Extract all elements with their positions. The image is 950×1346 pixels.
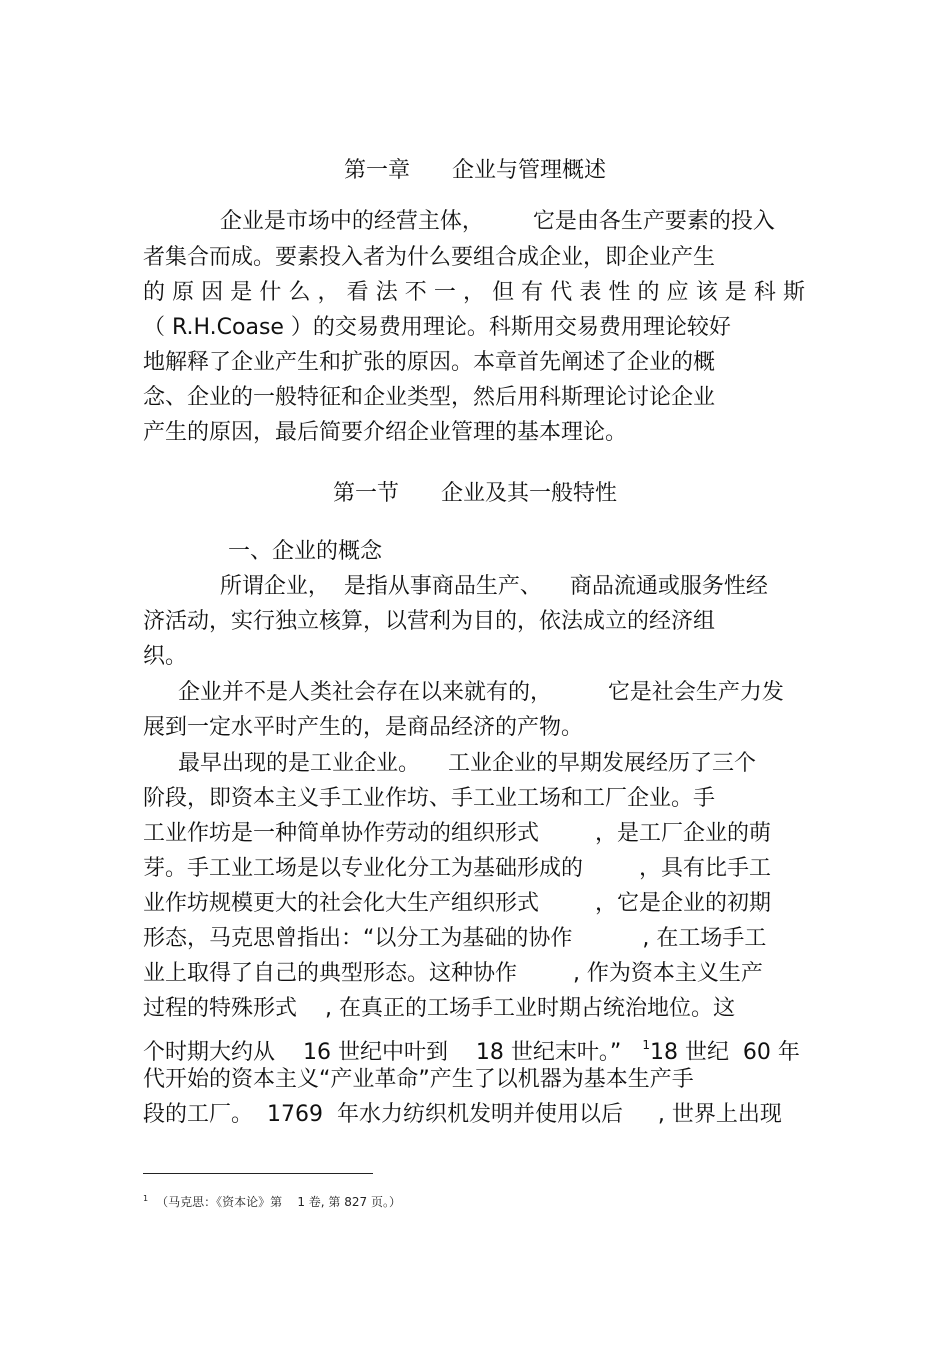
development-line: 工业作坊是一种简单协作劳动的组织形式 ，是工厂企业的萌 — [143, 821, 771, 846]
development-line: 最早出现的是工业企业。 工业企业的早期发展经历了三个 — [143, 751, 756, 776]
development-line: 业作坊规模更大的社会化大生产组织形式 ，它是企业的初期 — [143, 891, 771, 916]
section-title: 第一节 企业及其一般特性 — [333, 481, 617, 506]
footnote-reference[interactable]: 1 — [642, 1038, 650, 1052]
development-line: 阶段，即资本主义手工业作坊、手工业工场和工厂企业。手 — [143, 786, 716, 811]
development-line: 业上取得了自己的典型形态。这种协作 , 作为资本主义生产 — [143, 961, 763, 986]
closing-line: 代开始的资本主义“产业革命”产生了以机器为基本生产手 — [143, 1067, 694, 1092]
development-line: 形态，马克思曾指出：“以分工为基础的协作 , 在工场手工 — [143, 926, 767, 951]
intro-line: （ R.H.Coase ）的交易费用理论。科斯用交易费用理论较好 — [143, 315, 731, 340]
quote-text-after: 18 世纪 60 年 — [649, 1040, 800, 1065]
history-line: 展到一定水平时产生的，是商品经济的产物。 — [143, 715, 584, 740]
intro-line: 产生的原因，最后简要介绍企业管理的基本理论。 — [143, 420, 628, 445]
footnote — [143, 1190, 401, 1211]
quote-text-before: 个时期大约从 16 世纪中叶到 18 世纪末叶。” — [143, 1040, 643, 1065]
history-line: 企业并不是人类社会存在以来就有的， 它是社会生产力发 — [143, 680, 784, 705]
subsection-title: 一、企业的概念 — [228, 539, 383, 564]
definition-line: 织。 — [143, 644, 188, 669]
footnote-text: （马克思：《资本论》第 1 卷, 第 827 页。） — [156, 1195, 401, 1209]
intro-line: 的原因是什么，看法不一，但有代表性的应该是科斯 — [143, 280, 805, 305]
definition-line: 所谓企业， 是指从事商品生产、 商品流通或服务性经 — [143, 574, 768, 599]
intro-line: 者集合而成。要素投入者为什么要组合成企业，即企业产生 — [143, 245, 716, 270]
development-line: 过程的特殊形式 , 在真正的工场手工业时期占统治地位。这 — [143, 996, 735, 1021]
footnote-mark: 1 — [143, 1194, 149, 1203]
development-line: 芽。手工业工场是以专业化分工为基础形成的 ，具有比手工 — [143, 856, 771, 881]
intro-line: 地解释了企业产生和扩张的原因。本章首先阐述了企业的概 — [143, 350, 716, 375]
chapter-title: 第一章 企业与管理概述 — [344, 158, 606, 183]
intro-line: 念、企业的一般特征和企业类型，然后用科斯理论讨论企业 — [143, 385, 716, 410]
closing-line: 段的工厂。 1769 年水力纺织机发明并使用以后 , 世界上出现 — [143, 1102, 782, 1127]
footnote-divider — [143, 1173, 373, 1174]
quote-line — [143, 1030, 800, 1068]
intro-line: 企业是市场中的经营主体， 它是由各生产要素的投入 — [143, 209, 775, 234]
definition-line: 济活动，实行独立核算，以营利为目的，依法成立的经济组 — [143, 609, 716, 634]
